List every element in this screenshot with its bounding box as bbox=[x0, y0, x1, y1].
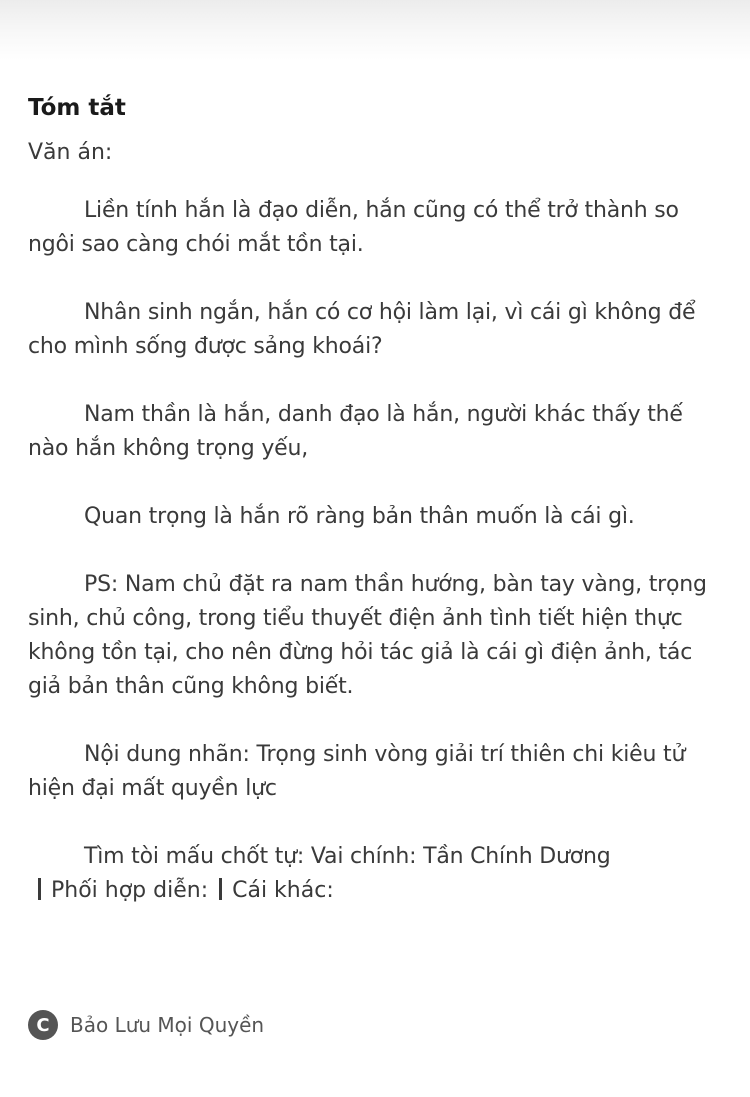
summary-section bbox=[28, 90, 728, 908]
summary-paragraph: PS: Nam chủ đặt ra nam thần hướng, bàn tay vàng, trọng sinh, chủ công, trong tiểu thuyết điện ảnh tình tiết hiện thực không tồn tại, cho nên đừng hỏi tác giả là cái gì điện ảnh, tác giả bản thân cũng không biết. bbox=[28, 572, 707, 699]
summary-paragraph: Nội dung nhãn: Trọng sinh vòng giải trí thiên chi kiêu tử hiện đại mất quyền lực bbox=[28, 742, 686, 801]
separator-bar bbox=[38, 878, 41, 900]
summary-paragraph: Nam thần là hắn, danh đạo là hắn, người khác thấy thế nào hắn không trọng yếu, bbox=[28, 402, 683, 461]
supporting-label: Phối hợp diễn: bbox=[51, 878, 209, 903]
separator-bar bbox=[219, 878, 222, 900]
keywords-paragraph: Tìm tòi mấu chốt tự: Vai chính: Tần Chính Dương bbox=[84, 844, 611, 869]
copyright-icon: C bbox=[28, 1010, 58, 1040]
other-label: Cái khác: bbox=[232, 878, 334, 903]
copyright-text: Bảo Lưu Mọi Quyền bbox=[70, 1013, 265, 1037]
top-shadow bbox=[0, 0, 750, 60]
summary-paragraph: Liền tính hắn là đạo diễn, hắn cũng có thể trở thành so ngôi sao càng chói mắt tồn tại. bbox=[28, 198, 679, 257]
summary-paragraph: Nhân sinh ngắn, hắn có cơ hội làm lại, vì cái gì không để cho mình sống được sảng khoái? bbox=[28, 300, 696, 359]
intro-label: Văn án: bbox=[28, 140, 113, 165]
copyright-notice bbox=[28, 1010, 264, 1040]
summary-paragraph: Quan trọng là hắn rõ ràng bản thân muốn là cái gì. bbox=[84, 504, 635, 529]
section-title: Tóm tắt bbox=[28, 95, 126, 121]
roles-line bbox=[28, 874, 728, 908]
